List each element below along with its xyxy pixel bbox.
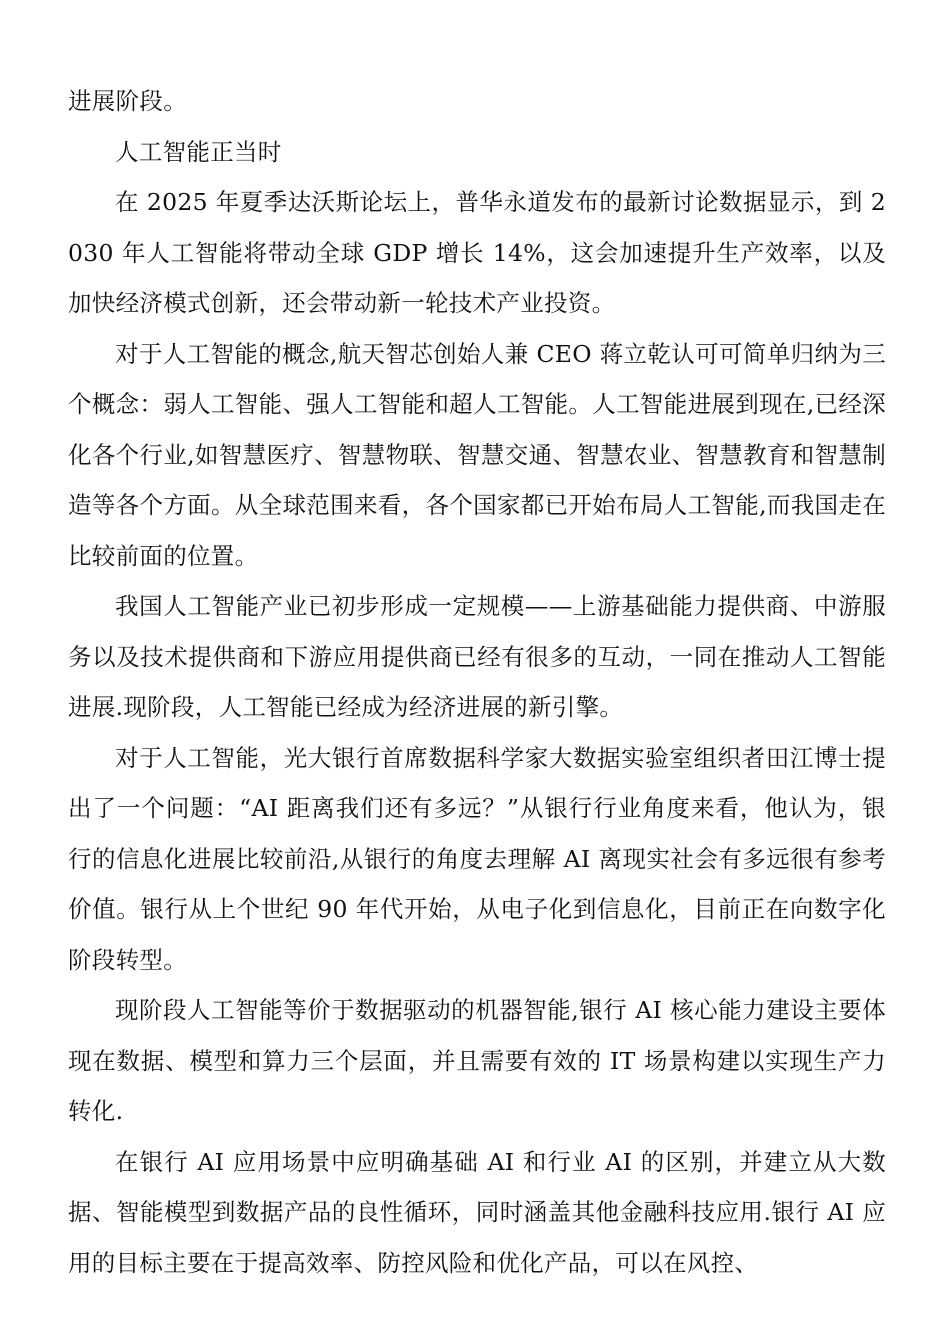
paragraph-bank-perspective: 对于人工智能，光大银行首席数据科学家大数据实验室组织者田江博士提出了一个问题：“AI 距离我们还有多远？”从银行行业角度来看，他认为，银行的信息化进展比较前沿,从银行的角度去理解 AI 离现实社会有多远很有参考价值。银行从上个世纪 90 年代开始，从电子化到信息化，目前正在向数字化阶段转型。 [68,743,886,974]
paragraph-davos-forum: 在 2025 年夏季达沃斯论坛上，普华永道发布的最新讨论数据显示，到 2030 年人工智能将带动全球 GDP 增长 14%，这会加速提升生产效率，以及加快经济模式创新，还会带动新一轮技术产业投资。 [68,188,886,317]
paragraph-ai-concepts: 对于人工智能的概念,航天智芯创始人兼 CEO 蒋立乾认可可简单归纳为三个概念：弱人工智能、强人工智能和超人工智能。人工智能进展到现在,已经深化各个行业,如智慧医疗、智慧物联、智慧交通、智慧农业、智慧教育和智慧制造等各个方面。从全球范围来看，各个国家都已开始布局人工智能,而我国走在比较前面的位置。 [68,339,886,570]
section-heading: 人工智能正当时 [115,137,282,166]
paragraph-continuation: 进展阶段。 [68,87,187,115]
paragraph-industry-scale: 我国人工智能产业已初步形成一定规模——上游基础能力提供商、中游服务以及技术提供商和下游应用提供商已经有很多的互动，一同在推动人工智能进展.现阶段，人工智能已经成为经济进展的新引擎。 [68,592,886,721]
paragraph-bank-ai-scenarios: 在银行 AI 应用场景中应明确基础 AI 和行业 AI 的区别，并建立从大数据、智能模型到数据产品的良性循环，同时涵盖其他金融科技应用.银行 AI 应用的目标主要在于提高效率、防控风险和优化产品，可以在风控、 [68,1147,886,1277]
paragraph-bank-ai-capability: 现阶段人工智能等价于数据驱动的机器智能,银行 AI 核心能力建设主要体现在数据、模型和算力三个层面，并且需要有效的 IT 场景构建以实现生产力转化. [68,996,886,1125]
document-page [68,76,886,1288]
